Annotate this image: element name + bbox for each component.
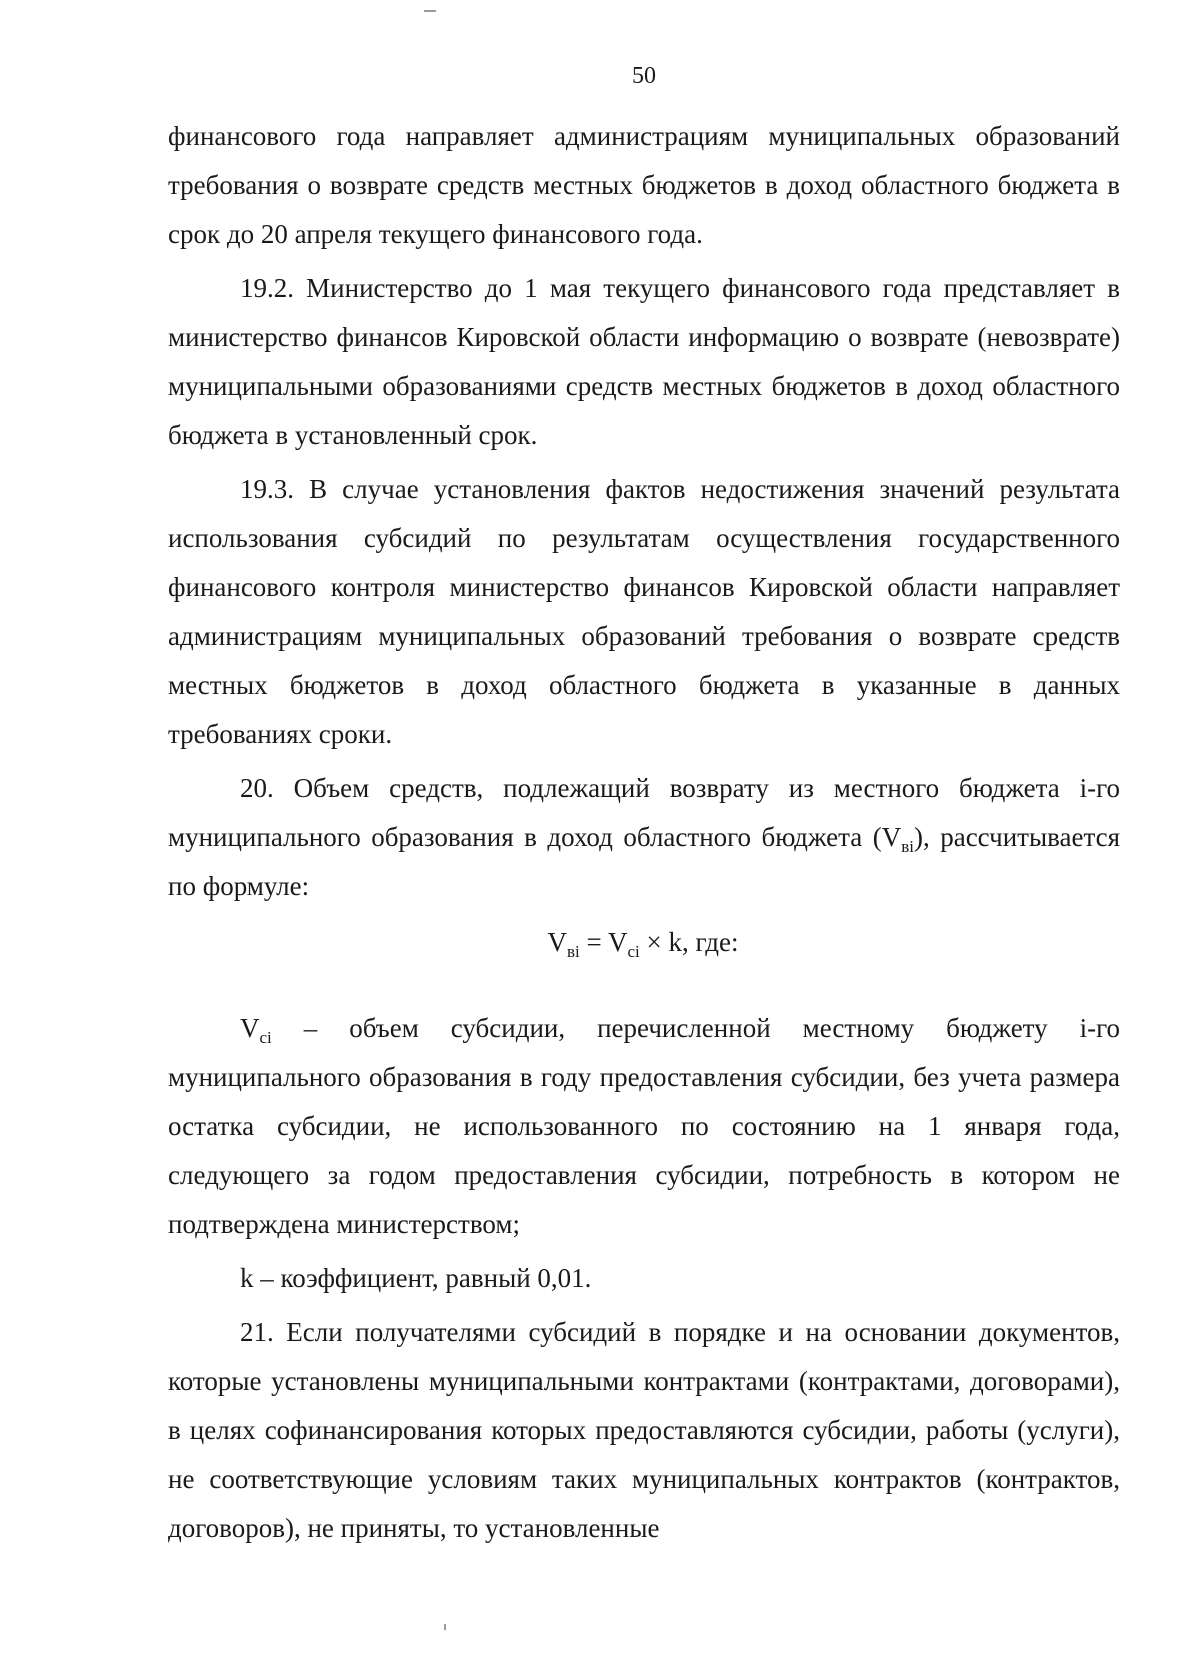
formula-line	[0, 922, 1200, 962]
paragraph-20	[168, 764, 1120, 911]
formula-rhs-sub: ci	[627, 942, 640, 961]
paragraph-19-2: 19.2. Министерство до 1 мая текущего финансового года представляет в министерство финансов Кировской области информацию о возврате (невозврате) муниципальными образованиями средств местных бюджетов в доход областного бюджета в установленный срок.	[168, 273, 1120, 450]
formula-rest: × k, где:	[639, 927, 739, 957]
paragraph-continuation: финансового года направляет администрациям муниципальных образований требования о возврате средств местных бюджетов в доход областного бюджета в срок до 20 апреля текущего финансового года.	[168, 121, 1120, 249]
definition-vci-sub: ci	[259, 1028, 272, 1047]
definition-vci-var: V	[240, 1013, 260, 1043]
formula-equals: =	[579, 927, 609, 957]
paragraph-20-text-after: ), рассчитывается по формуле:	[168, 822, 1120, 901]
paragraph-20-subscript: вi	[901, 837, 914, 856]
top-text-block	[168, 112, 1120, 911]
paragraph-20-text-before: 20. Объем средств, подлежащий возврату из местного бюджета i-го муниципального образования в доход областного бюджета (V	[168, 773, 1120, 852]
definition-k: k – коэффициент, равный 0,01.	[240, 1263, 592, 1293]
formula-lhs-sub: вi	[567, 942, 580, 961]
formula-rhs-var: V	[608, 927, 628, 957]
scan-speck	[424, 10, 436, 12]
definition-vci	[168, 1004, 1120, 1249]
paragraph-19-3: 19.3. В случае установления фактов недостижения значений результата использования субсидий по результатам осуществления государственного финансового контроля министерство финансов Кировской области направляет администрациям муниципальных образований требования о возврате средств местных бюджетов в доход областного бюджета в указанные в данных требованиях сроки.	[168, 474, 1120, 749]
formula-lhs-var: V	[547, 927, 568, 957]
paragraph-21: 21. Если получателями субсидий в порядке и на основании документов, которые установлены муниципальными контрактами (контрактами, договорами), в целях софинансирования которых предоставляются субсидии, работы (услуги), не соответствующие условиям таких муниципальных контрактов (контрактов, договоров), не приняты, то установленные	[168, 1317, 1120, 1543]
page-number: 50	[632, 63, 656, 89]
definition-vci-text: – объем субсидии, перечисленной местному бюджету i-го муниципального образования в году предоставления субсидии, без учета размера остатка субсидии, не использованного по состоянию на 1 января года, следующего за годом предоставления субсидии, потребность в котором не подтверждена министерством;	[168, 1013, 1120, 1239]
scan-speck	[444, 1624, 446, 1630]
bottom-text-block	[168, 1004, 1120, 1553]
